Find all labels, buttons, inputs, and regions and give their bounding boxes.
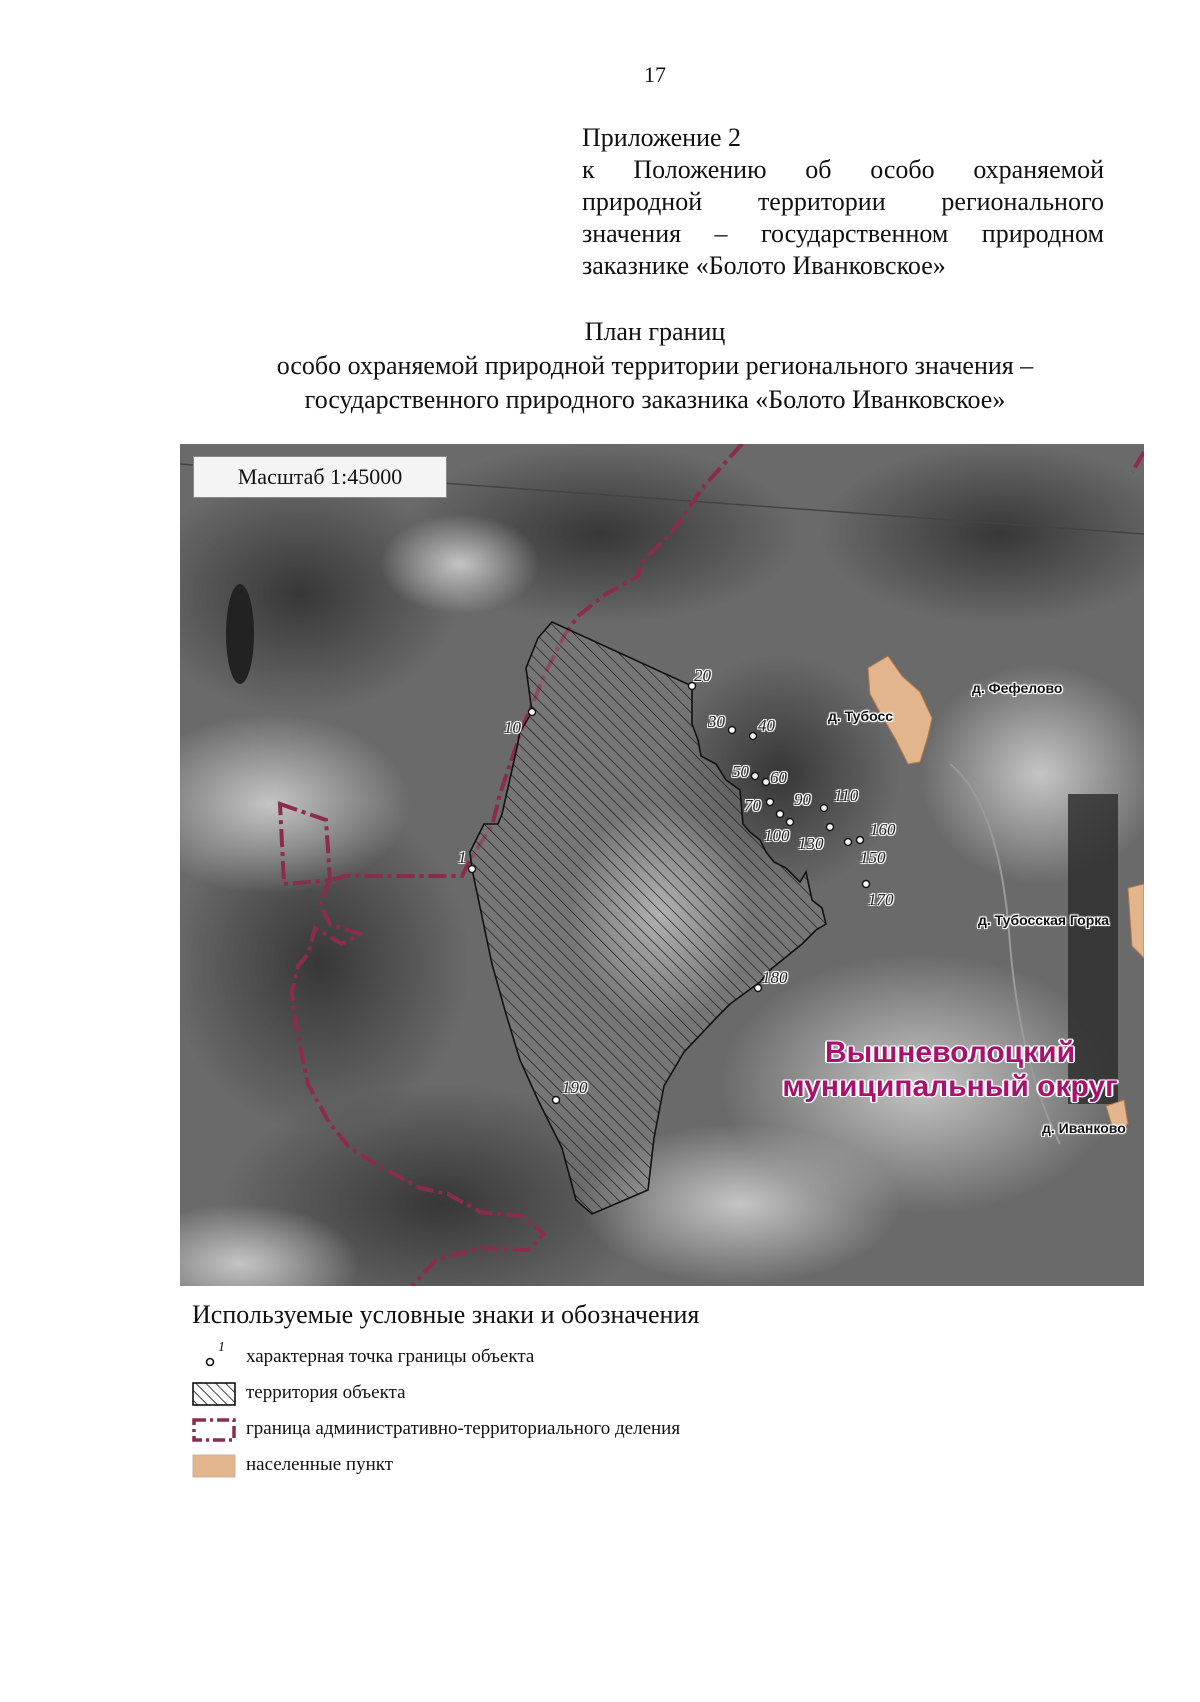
- point-label-110: 110: [834, 786, 859, 805]
- appendix-line-4: значения – государственном природном: [582, 219, 1104, 248]
- point-label-60: 60: [770, 768, 787, 787]
- point-label-40: 40: [758, 716, 775, 735]
- point-label-70: 70: [744, 796, 761, 815]
- legend-title: Используемые условные знаки и обозначения: [192, 1300, 700, 1329]
- point-label-190: 190: [562, 1078, 588, 1097]
- point-label-170: 170: [868, 890, 894, 909]
- point-label-10: 10: [504, 718, 521, 737]
- legend-label-settlement: населенные пункт: [246, 1454, 394, 1475]
- point-label-90: 90: [794, 790, 811, 809]
- point-label-130: 130: [798, 834, 824, 853]
- boundary-point-1: [469, 866, 476, 873]
- legend-label-territory: территория объекта: [246, 1382, 406, 1403]
- boundary-point-10: [529, 709, 536, 716]
- boundary-point-130: [827, 824, 834, 831]
- appendix-line-5: заказнике «Болото Иванковское»: [582, 251, 946, 280]
- boundary-point-150: [845, 839, 852, 846]
- village-label-tubosskaya-gorka: д. Тубосская Горка: [978, 912, 1110, 928]
- boundary-point-170: [863, 881, 870, 888]
- settlement-symbol-icon: [192, 1452, 236, 1480]
- district-label-line-2: муниципальный округ: [782, 1070, 1118, 1103]
- appendix-block: [582, 122, 1104, 282]
- boundary-point-110: [821, 805, 828, 812]
- point-label-160: 160: [870, 820, 896, 839]
- appendix-line-1: Приложение 2: [582, 123, 742, 152]
- boundary-point-100: [787, 819, 794, 826]
- point-label-20: 20: [694, 666, 711, 685]
- map-scale: Масштаб 1:45000: [193, 456, 447, 498]
- boundary-point-70: [767, 799, 774, 806]
- village-label-fefelovo: д. Фефелово: [972, 680, 1063, 696]
- boundary-map: [180, 444, 1144, 1286]
- legend-label-point: характерная точка границы объекта: [246, 1346, 535, 1367]
- plan-title-line-3: государственного природного заказника «Болото Иванковское»: [304, 385, 1006, 414]
- point-label-180: 180: [762, 968, 788, 987]
- page-number: 17: [644, 62, 666, 87]
- boundary-point-190: [553, 1097, 560, 1104]
- point-label-1: 1: [458, 848, 467, 867]
- point-label-50: 50: [732, 762, 749, 781]
- district-label: [780, 1036, 1120, 1104]
- boundary-point-180: [755, 985, 762, 992]
- boundary-point-60: [763, 779, 770, 786]
- boundary-symbol-icon: [192, 1416, 236, 1444]
- hatch-symbol-icon: [192, 1380, 236, 1408]
- boundary-point-160: [857, 837, 864, 844]
- legend-label-boundary: граница административно-территориального деления: [246, 1418, 681, 1439]
- boundary-point-90: [777, 811, 784, 818]
- point-label-30: 30: [708, 712, 725, 731]
- district-label-line-1: Вышневолоцкий: [824, 1036, 1076, 1069]
- plan-title-line-1: План границ: [584, 317, 726, 346]
- point-label-150: 150: [860, 848, 886, 867]
- map-image: [180, 444, 1144, 1286]
- appendix-line-2: к Положению об особо охраняемой: [582, 155, 1104, 184]
- village-label-ivankovo: д. Иванково: [1042, 1120, 1126, 1136]
- point-symbol-sup: 1: [218, 1340, 225, 1355]
- village-label-tuboss: д. Тубосс: [828, 708, 894, 724]
- boundary-point-40: [750, 733, 757, 740]
- point-symbol-icon: [192, 1340, 236, 1372]
- point-label-100: 100: [764, 826, 790, 845]
- boundary-point-30: [729, 727, 736, 734]
- appendix-line-3: природной территории регионального: [582, 187, 1104, 216]
- boundary-point-50: [752, 773, 759, 780]
- plan-title-line-2: особо охраняемой природной территории регионального значения –: [276, 351, 1034, 380]
